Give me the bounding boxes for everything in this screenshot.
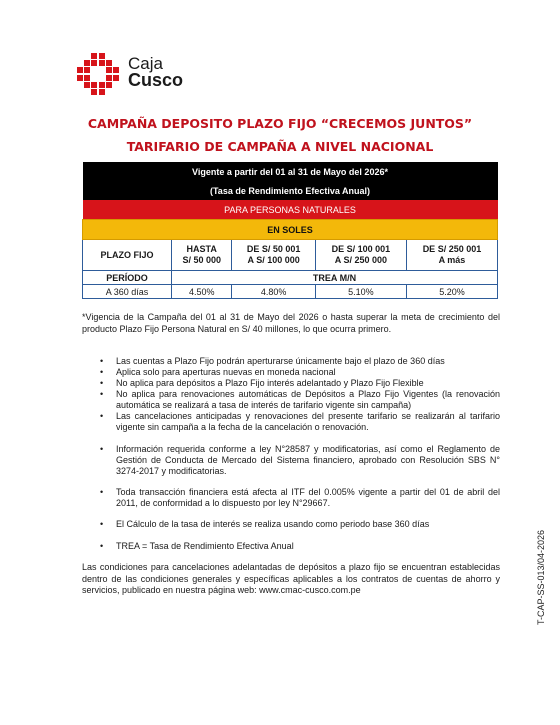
bullet-item: • No aplica para renovaciones automáticas de Depósitos a Plazo Fijo Vigentes (la renovación automática se realizará a tasa de interés de tarifario vigente sin campaña) <box>100 389 500 410</box>
bullet-item: • Información requerida conforme a ley N°28587 y modificatorias, así como el Reglamento de Gestión de Conducta de Mercado del Sistema financiero, aprobado con Resolución SBS N° 3274-2017 y modificatorias. <box>100 444 500 476</box>
bullet-item: • Toda transacción financiera está afecta al ITF del 0.005% vigente a partir del 01 de abril del 2011, de conformidad a lo dispuesto por ley N°29667. <box>100 487 500 508</box>
bullet-item: • El Cálculo de la tasa de interés se realiza usando como periodo base 360 días <box>100 519 430 529</box>
rates-table <box>82 162 498 299</box>
bullet-item: • No aplica para depósitos a Plazo Fijo interés adelantado y Plazo Fijo Flexible <box>100 378 424 388</box>
rate-cell: 4.80% <box>232 285 315 299</box>
term-cell: A 360 días <box>83 285 172 299</box>
range-header: HASTA S/ 50 000 <box>172 240 232 271</box>
periodo-header: PERÍODO <box>83 271 172 285</box>
document-code: T-CAP-SS-013/04-2026 <box>536 529 546 625</box>
rate-cell: 4.50% <box>172 285 232 299</box>
range-header: DE S/ 100 001 A S/ 250 000 <box>315 240 406 271</box>
footer-conditions: Las condiciones para cancelaciones adelantadas de depósitos a plazo fijo se encuentran establecidas dentro de las condiciones generales y específicas aplicables a los contratos de cuentas de ahorro y servicios, publicado en nuestra página web: www.cmac-cusco.com.pe <box>82 562 500 595</box>
rate-cell: 5.20% <box>406 285 497 299</box>
plazo-fijo-header: PLAZO FIJO <box>83 240 172 271</box>
caja-cusco-logo <box>76 52 216 92</box>
bullet-item: • Aplica solo para aperturas nuevas en moneda nacional <box>100 367 336 377</box>
tarifario-title: TARIFARIO DE CAMPAÑA A NIVEL NACIONAL <box>126 139 434 154</box>
trea-header: TREA M/N <box>172 271 498 285</box>
tasa-note-band: (Tasa de Rendimiento Efectiva Anual) <box>83 181 498 200</box>
segment-band: PARA PERSONAS NATURALES <box>83 200 498 220</box>
logo-line1: Caja <box>128 54 163 73</box>
logo-line2: Cusco <box>128 70 184 90</box>
bullet-item: • Las cuentas a Plazo Fijo podrán aperturarse únicamente bajo el plazo de 360 días <box>100 356 445 366</box>
cross-logo-icon <box>76 52 120 96</box>
bullet-item: • TREA = Tasa de Rendimiento Efectiva Anual <box>100 541 294 551</box>
vigencia-note: *Vigencia de la Campaña del 01 al 31 de Mayo del 2026 o hasta superar la meta de crecimiento del producto Plazo Fijo Persona Natural en S/ 40 millones, lo que ocurra primero. <box>82 312 500 334</box>
vigencia-band: Vigente a partir del 01 al 31 de Mayo del 2026* <box>83 162 498 181</box>
range-header: DE S/ 250 001 A más <box>406 240 497 271</box>
range-header: DE S/ 50 001 A S/ 100 000 <box>232 240 315 271</box>
bullet-item: • Las cancelaciones anticipadas y renovaciones del presente tarifario se realizarán al tarifario vigente sin campaña a la fecha de la cancelación o renovación. <box>100 411 500 432</box>
campaign-title: CAMPAÑA DEPOSITO PLAZO FIJO “CRECEMOS JUNTOS” <box>87 116 473 131</box>
rate-cell: 5.10% <box>315 285 406 299</box>
currency-band: EN SOLES <box>83 220 498 240</box>
